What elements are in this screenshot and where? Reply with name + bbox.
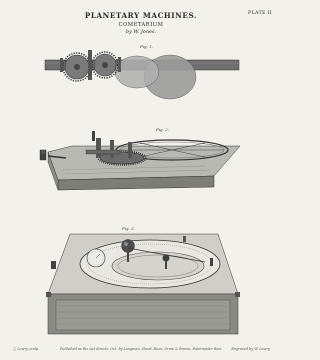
figure-3-sun-ball [122, 240, 135, 253]
plate-subtitle: COMETARIUM [118, 22, 164, 28]
plate-author: by W. Jones. [125, 29, 157, 35]
footer-publisher-line: Published as the Act directs, Oct. by Longman, Hurst, Rees, Orme & Brown, Paternoster Row. [60, 347, 222, 351]
figure-2-label: Fig. 2. [156, 127, 169, 132]
figure-2-machine [40, 131, 240, 190]
figure-1-elliptic-wheel-small [115, 56, 159, 88]
footer-engraved-by: Engraved by W. Lowry [231, 347, 270, 351]
figure-1-label: Fig. 1. [140, 44, 153, 49]
plate-number: PLATE II [247, 11, 272, 16]
figure-3-orbit-plate [112, 252, 204, 280]
figure-1-spindle [88, 50, 92, 80]
figure-2-base-top [48, 146, 240, 180]
figure-3-knob [51, 261, 56, 269]
figure-1-gear-train [45, 50, 239, 99]
plate-title: PLANETARY MACHINES. [84, 11, 198, 20]
figure-1-gear-right [92, 52, 118, 78]
figure-3-label: Fig. 3. [122, 226, 135, 231]
footer-engraver-credit: J. Lowry sculp. [14, 347, 40, 351]
figure-1-gear-left [63, 53, 91, 81]
figure-3-box [46, 234, 240, 334]
